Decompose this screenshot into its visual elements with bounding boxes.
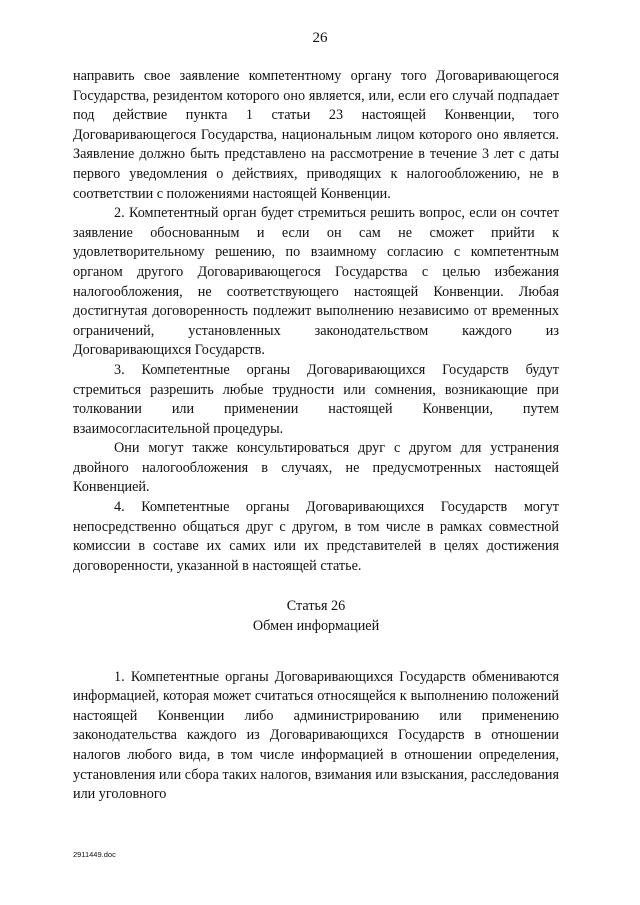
article-number: Статья 26 [286, 598, 346, 615]
paragraph-item-3-continued: Они могут также консультироваться друг с другом для устранения двойного налогообложения в случаях, не предусмотренных настоящей Конвенцией. [73, 440, 559, 496]
paragraph-item-4: 4. Компетентные органы Договаривающихся Государств могут непосредственно общаться друг с другом, в том числе в рамках совместной комиссии в составе их самих или их представителей в целях достижения договоренности, указанной в настоящей статье. [73, 499, 559, 574]
article-title: Обмен информацией [252, 618, 380, 635]
article-heading [73, 597, 559, 636]
article-paragraph-1: 1. Компетентные органы Договаривающихся Государств обмениваются информацией, которая может считаться относящейся к выполнению положений настоящей Конвенции либо администрированию или применению законодательства каждого из Договаривающихся Государств в отношении налогов любого вида, в том числе информацией в отношении определения, установления или сбора таких налогов, взимания или взыскания, расследования или уголовного [73, 668, 559, 803]
paragraph-continuation: направить свое заявление компетентному органу того Договаривающегося Государства, резидентом которого оно является, или, если его случай подпадает под действие пункта 1 статьи 23 настоящей Конвенции, того Договаривающегося Государства, национальным лицом которого оно является. Заявление должно быть представлено на рассмотрение в течение 3 лет с даты первого уведомления о действиях, приводящих к налогообложению, не в соответствии с положениями настоящей Конвенции. [73, 68, 559, 202]
file-name-footer: 2911449.doc [73, 850, 116, 859]
page-number: 26 [312, 30, 328, 46]
article-body [73, 668, 559, 805]
document-body [73, 67, 559, 805]
paragraph-item-3: 3. Компетентные органы Договаривающихся Государств будут стремиться разрешить любые трудности или сомнения, возникающие при толковании или применении настоящей Конвенции, путем взаимосогласительной процедуры. [73, 361, 559, 437]
paragraph-item-2: 2. Компетентный орган будет стремиться решить вопрос, если он сочтет заявление обоснованным и если он сам не сможет прийти к удовлетворительному решению, по взаимному согласию с компетентным органом другого Договаривающегося Государства с целью избежания налогообложения, не соответствующего настоящей Конвенции. Любая достигнутая договоренность подлежит выполнению независимо от временных ограничений, установленных законодательством каждого из Договаривающихся Государств. [73, 205, 559, 359]
